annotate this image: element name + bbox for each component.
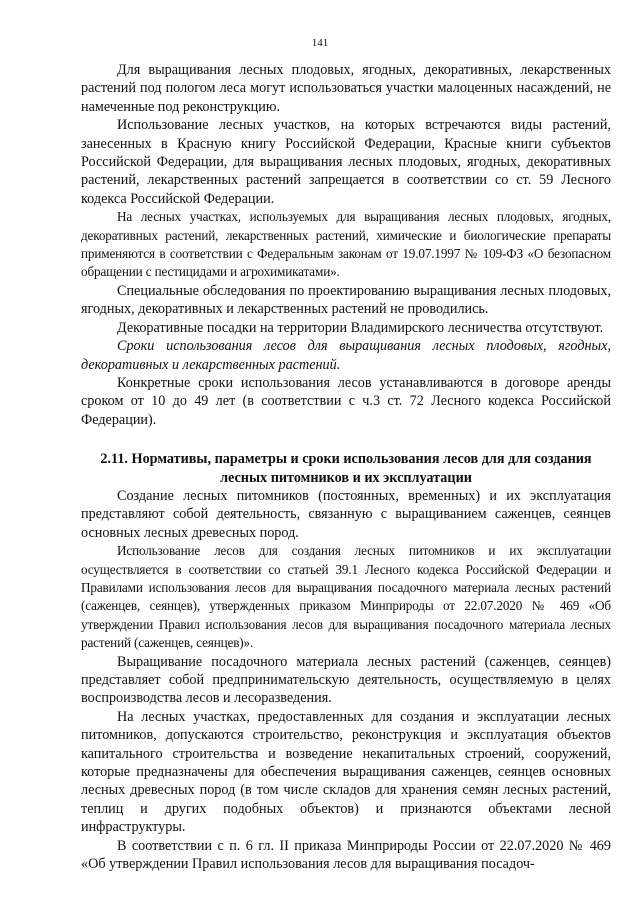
- paragraph: На лесных участках, предоставленных для создания и эксплуатации лесных питомников, допускаются строительство, реконструкция и эксплуатация объектов капитального строительства и возведение некапитальных строений, сооружений, которые предназначены для обеспечения выращивания саженцев, сеянцев основных лесных древесных пород (в том числе складов для хранения семян лесных растений, теплиц и других подобных объектов) и признаются объектами лесной инфраструктуры.: [81, 708, 611, 836]
- paragraph: В соответствии с п. 6 гл. II приказа Минприроды России от 22.07.2020 № 469 «Об утверждении Правил использования лесов для выращивания посадоч-: [81, 837, 611, 873]
- paragraph: На лесных участках, используемых для выращивания лесных плодовых, ягодных, декоративных растений, лекарственных растений, химические и биологические препараты применяются в соответствии с Федеральным законам от 19.07.1997 № 109-ФЗ «О безопасном обращении с пестицидами и агрохимикатами».: [81, 209, 611, 280]
- paragraph: Для выращивания лесных плодовых, ягодных, декоративных, лекарственных растений под пологом леса могут использоваться участки малоценных насаждений, не намеченные под реконструкцию.: [81, 62, 611, 115]
- page-number: 141: [311, 37, 329, 49]
- section-heading: 2.11. Нормативы, параметры и сроки использования лесов для для создания лесных питомников и их эксплуатации: [100, 451, 592, 486]
- paragraph: Использование лесов для создания лесных питомников и их эксплуатации осуществляется в соответствии со статьей 39.1 Лесного кодекса Российской Федерации и Правилами использования лесов для выращивания посадочного материала лесных растений (саженцев, сеянцев), утвержденных приказом Минприроды от 22.07.2020 № 469 «Об утверждении Правил использования лесов для выращивания посадочного материала лесных растений (саженцев, сеянцев)».: [81, 543, 611, 651]
- paragraph: Создание лесных питомников (постоянных, временных) и их эксплуатация представляют собой деятельность, связанную с выращиванием саженцев, сеянцев основных лесных древесных пород.: [81, 487, 611, 541]
- paragraph: Декоративные посадки на территории Владимирского лесничества отсутствуют.: [117, 319, 604, 336]
- paragraph: Конкретные сроки использования лесов устанавливаются в договоре аренды сроком от 10 до 49 лет (в соответствии с ч.3 ст. 72 Лесного кодекса Российской Федерации).: [81, 374, 611, 428]
- paragraph: Использование лесных участков, на которых встречаются виды растений, занесенных в Красную книгу Российской Федерации, Красные книги субъектов Российской Федерации, для выращивания лесных плодовых, ягодных, декоративных растений, лекарственных растений запрещается в соответствии со ст. 59 Лесного кодекса Российской Федерации.: [81, 117, 611, 207]
- italic-subheading: Сроки использования лесов для выращивания лесных плодовых, ягодных, декоративных и лекарственных растений.: [81, 338, 611, 373]
- paragraph: Специальные обследования по проектированию выращивания лесных плодовых, ягодных, декоративных и лекарственных растений не проводились.: [81, 282, 611, 318]
- page-content: [81, 61, 611, 873]
- paragraph: Выращивание посадочного материала лесных растений (саженцев, сеянцев) представляет собой предпринимательскую деятельность, осуществляемую в целях воспроизводства лесов и лесоразведения.: [81, 653, 611, 707]
